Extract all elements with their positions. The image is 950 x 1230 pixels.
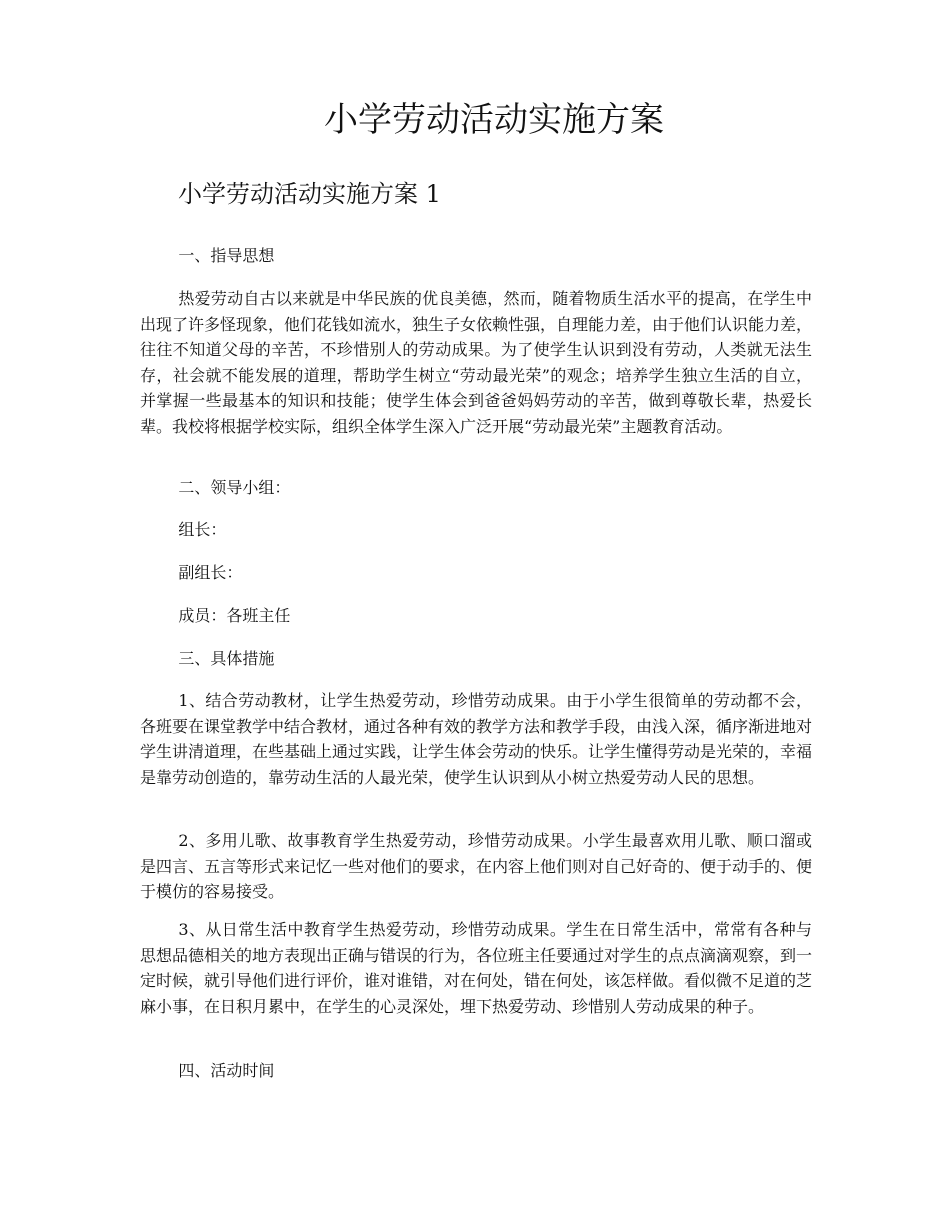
leader-head-line: 组长： — [178, 520, 227, 539]
section-heading-measures: 三、具体措施 — [178, 649, 275, 668]
paragraph-measure-1: 1、结合劳动教材，让学生热爱劳动，珍惜劳动成果。由于小学生很简单的劳动都不会，各班要在课堂教学中结合教材，通过各种有效的教学方法和教学手段，由浅入深，循序渐进地对学生讲清道理，在些基础上通过实践，让学生体会劳动的快乐。让学生懂得劳动是光荣的，幸福是靠劳动创造的，靠劳动生活的人最光荣，使学生认识到从小树立热爱劳动人民的思想。 — [140, 691, 813, 787]
leader-members-line: 成员：各班主任 — [178, 606, 291, 625]
paragraph-measure-3: 3、从日常生活中教育学生热爱劳动，珍惜劳动成果。学生在日常生活中，常常有各种与思想品德相关的地方表现出正确与错误的行为，各位班主任要通过对学生的点点滴滴观察，到一定时候，就引导他们进行评价，谁对谁错，对在何处，错在何处，该怎样做。看似微不足道的芝麻小事，在日积月累中，在学生的心灵深处，埋下热爱劳动、珍惜别人劳动成果的种子。 — [140, 920, 813, 1016]
section-heading-guiding: 一、指导思想 — [178, 246, 275, 265]
leader-deputy-line: 副组长： — [178, 563, 243, 582]
paragraph-measure-2: 2、多用儿歌、故事教育学生热爱劳动，珍惜劳动成果。小学生最喜欢用儿歌、顺口溜或是四言、五言等形式来记忆一些对他们的要求，在内容上他们则对自己好奇的、便于动手的、便于模仿的容易接受。 — [140, 831, 813, 901]
section-heading-time: 四、活动时间 — [178, 1061, 275, 1080]
paragraph-guiding: 热爱劳动自古以来就是中华民族的优良美德，然而，随着物质生活水平的提高，在学生中出现了许多怪现象，他们花钱如流水，独生子女依赖性强，自理能力差，由于他们认识能力差，往往不知道父母的辛苦，不珍惜别人的劳动成果。为了使学生认识到没有劳动，人类就无法生存，社会就不能发展的道理，帮助学生树立“劳动最光荣”的观念；培养学生独立生活的自立，并掌握一些最基本的知识和技能；使学生体会到爸爸妈妈劳动的辛苦，做到尊敬长辈，热爱长辈。我校将根据学校实际，组织全体学生深入广泛开展“劳动最光荣”主题教育活动。 — [140, 289, 813, 436]
section-heading-leaders: 二、领导小组： — [178, 478, 291, 497]
document-title: 小学劳动活动实施方案 — [324, 100, 664, 140]
document-subtitle: 小学劳动活动实施方案 1 — [178, 180, 441, 208]
